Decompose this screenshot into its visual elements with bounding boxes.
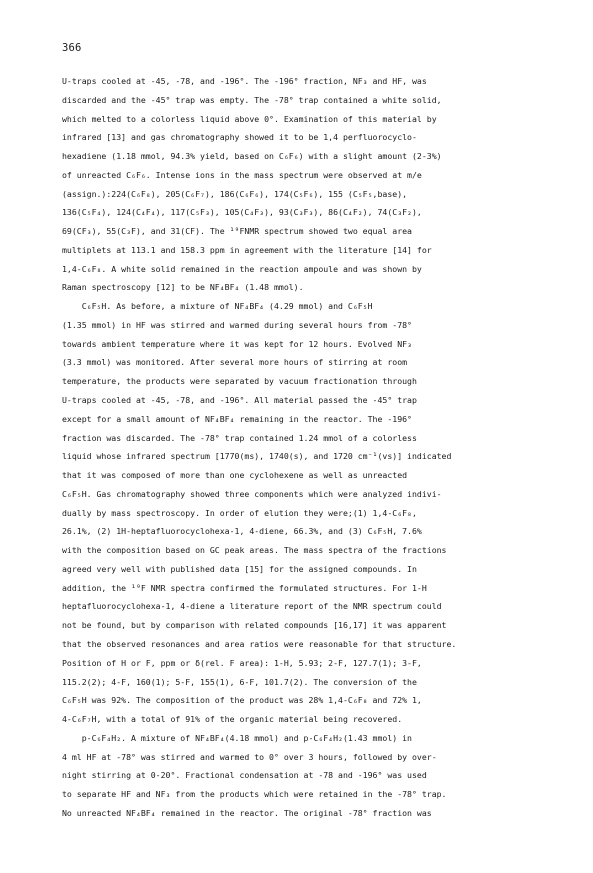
text-line: discarded and the -45° trap was empty. The -78° trap contained a white solid, bbox=[62, 94, 442, 105]
text-line: temperature, the products were separated by vacuum fractionation through bbox=[62, 376, 417, 387]
page-number: 366 bbox=[62, 42, 82, 54]
text-line: heptafluorocyclohexa-1, 4-diene a literature report of the NMR spectrum could bbox=[62, 601, 442, 612]
text-line: addition, the ¹⁹F NMR spectra confirmed the formulated structures. For 1-H bbox=[62, 582, 427, 593]
text-line: that the observed resonances and area ratios were reasonable for that structure. bbox=[62, 638, 457, 649]
text-line: 136(C₅F₄), 124(C₄F₄), 117(C₅F₃), 105(C₄F₃), 93(C₃F₃), 86(C₄F₂), 74(C₃F₂), bbox=[62, 207, 422, 218]
text-line: except for a small amount of NF₄BF₄ remaining in the reactor. The -196° bbox=[62, 413, 412, 424]
text-line: fraction was discarded. The -78° trap contained 1.24 mmol of a colorless bbox=[62, 432, 417, 443]
text-line: agreed very well with published data [15] for the assigned compounds. In bbox=[62, 563, 417, 574]
text-line: No unreacted NF₄BF₄ remained in the reactor. The original -78° fraction was bbox=[62, 807, 432, 818]
body-text bbox=[62, 72, 570, 823]
text-line: Position of H or F, ppm or δ(rel. F area): 1-H, 5.93; 2-F, 127.7(1); 3-F, bbox=[62, 657, 422, 668]
text-line: U-traps cooled at -45, -78, and -196°. The -196° fraction, NF₃ and HF, was bbox=[62, 76, 427, 86]
text-line: not be found, but by comparison with related compounds [16,17] it was apparent bbox=[62, 620, 447, 631]
text-line: night stirring at 0-20°. Fractional condensation at -78 and -196° was used bbox=[62, 770, 427, 781]
text-line: (1.35 mmol) in HF was stirred and warmed during several hours from -78° bbox=[62, 319, 412, 330]
text-line: 69(CF₃), 55(C₃F), and 31(CF). The ¹⁹FNMR spectrum showed two equal area bbox=[62, 226, 412, 237]
text-line: C₆F₅H. Gas chromatography showed three components which were analyzed indivi- bbox=[62, 488, 442, 499]
text-line: which melted to a colorless liquid above 0°. Examination of this material by bbox=[62, 113, 437, 124]
text-line: with the composition based on GC peak areas. The mass spectra of the fractions bbox=[62, 545, 447, 556]
text-line: (3.3 mmol) was monitored. After several more hours of stirring at room bbox=[62, 357, 408, 368]
text-line: 115.2(2); 4-F, 160(1); 5-F, 155(1), 6-F, 101.7(2). The conversion of the bbox=[62, 676, 417, 687]
text-line: multiplets at 113.1 and 158.3 ppm in agreement with the literature [14] for bbox=[62, 244, 432, 255]
paragraph-start-line: C₆F₅H. As before, a mixture of NF₄BF₄ (4.29 mmol) and C₆F₅H bbox=[62, 301, 373, 312]
text-line: dually by mass spectroscopy. In order of elution they were;(1) 1,4-C₆F₈, bbox=[62, 507, 417, 518]
text-line: Raman spectroscopy [12] to be NF₄BF₄ (1.48 mmol). bbox=[62, 282, 304, 293]
text-line: 1,4-C₆F₈. A white solid remained in the reaction ampoule and was shown by bbox=[62, 263, 422, 274]
paragraph-start-line: p-C₆F₄H₂. A mixture of NF₄BF₄(4.18 mmol) and p-C₆F₄H₂(1.43 mmol) in bbox=[62, 732, 412, 743]
text-line: hexadiene (1.18 mmol, 94.3% yield, based on C₆F₆) with a slight amount (2-3%) bbox=[62, 151, 442, 162]
text-line: to separate HF and NF₃ from the products which were retained in the -78° trap. bbox=[62, 789, 447, 800]
text-line: 26.1%, (2) 1H-heptafluorocyclohexa-1, 4-diene, 66.3%, and (3) C₆F₅H, 7.6% bbox=[62, 526, 422, 537]
text-line: U-traps cooled at -45, -78, and -196°. All material passed the -45° trap bbox=[62, 395, 417, 406]
text-line: C₆F₅H was 92%. The composition of the product was 28% 1,4-C₆F₈ and 72% 1, bbox=[62, 695, 422, 706]
text-line: that it was composed of more than one cyclohexene as well as unreacted bbox=[62, 470, 408, 481]
text-line: 4-C₆F₇H, with a total of 91% of the organic material being recovered. bbox=[62, 714, 403, 725]
text-line: (assign.):224(C₆F₈), 205(C₆F₇), 186(C₆F₆), 174(C₅F₆), 155 (C₅F₅,base), bbox=[62, 188, 408, 199]
text-line: towards ambient temperature where it was kept for 12 hours. Evolved NF₃ bbox=[62, 338, 412, 349]
text-line: 4 ml HF at -78° was stirred and warmed to 0° over 3 hours, followed by over- bbox=[62, 751, 437, 762]
text-line: liquid whose infrared spectrum [1770(ms), 1740(s), and 1720 cm⁻¹(vs)] indicated bbox=[62, 451, 452, 462]
text-line: of unreacted C₆F₆. Intense ions in the mass spectrum were observed at m/e bbox=[62, 169, 422, 180]
text-line: infrared [13] and gas chromatography showed it to be 1,4 perfluorocyclo- bbox=[62, 132, 417, 143]
